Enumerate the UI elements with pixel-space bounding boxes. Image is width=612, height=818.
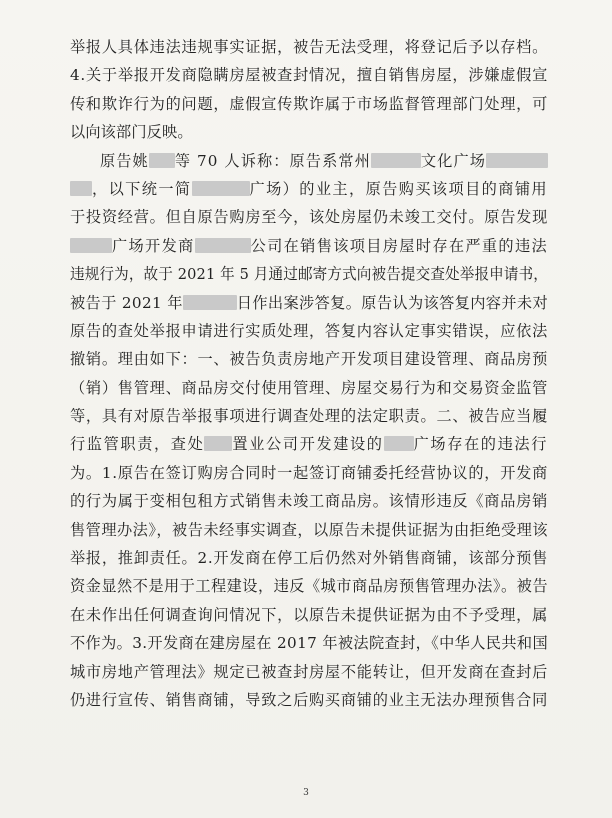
text-segment: 举报，推卸责任。2.开发商在停工后仍然对外销售商铺，该部分预售 xyxy=(70,549,548,568)
text-segment: 行监管职责，查处 xyxy=(70,435,205,454)
text-line xyxy=(70,175,550,203)
text-line xyxy=(70,61,550,89)
text-segment: 在未作出任何调查询问情况下，以原告未提供证据为由不予受理，属 xyxy=(70,605,548,624)
redacted-text xyxy=(486,153,548,168)
text-segment: 举报人具体违法违规事实证据，被告无法受理，将登记后予以存档。 xyxy=(70,38,548,56)
text-line xyxy=(70,487,550,515)
text-segment: 4.关于举报开发商隐瞒房屋被查封情况，擅自销售房屋，涉嫌虚假宣 xyxy=(70,66,548,85)
redacted-text xyxy=(70,238,112,253)
text-line xyxy=(70,345,550,373)
text-segment: 公司在销售该项目房屋时存在严重的违法 xyxy=(250,236,548,255)
text-segment: 等，具有对原告举报事项进行调查处理的法定职责。二、被告应当履 xyxy=(70,407,548,426)
redacted-text xyxy=(204,436,232,451)
text-segment: 撤销。理由如下：一、被告负责房地产开发项目建设管理、商品房预 xyxy=(70,350,548,369)
text-segment: ，以下统一简 xyxy=(92,179,192,198)
text-segment: 仍进行宣传、销售商铺，导致之后购买商铺的业主无法办理预售合同 xyxy=(70,690,548,709)
text-segment: 日作出案涉答复。原告认为该答复内容并未对 xyxy=(236,293,549,312)
text-segment: 不作为。3.开发商在建房屋在 2017 年被法院查封，《中华人民共和国 xyxy=(70,634,548,653)
text-segment: 城市房地产管理法》规定已被查封房屋不能转让，但开发商在查封后 xyxy=(70,662,548,681)
text-line xyxy=(70,317,550,345)
text-line xyxy=(70,459,550,487)
text-segment: 广场开发商 xyxy=(112,236,195,255)
text-line xyxy=(70,686,550,714)
text-line xyxy=(70,289,550,317)
text-line xyxy=(70,260,550,288)
text-segment: 为。1.原告在签订购房合同时一起签订商铺委托经营协议的，开发商 xyxy=(70,463,548,482)
text-line xyxy=(70,544,550,572)
document-body xyxy=(70,33,550,714)
text-segment: 售管理办法》，被告未经事实调查，以原告未提供证据为由拒绝受理该 xyxy=(70,520,548,539)
text-segment: （销）售管理、商品房交付使用管理、房屋交易行为和交易资金监管 xyxy=(70,378,548,397)
text-line xyxy=(70,203,550,231)
text-line xyxy=(70,118,550,146)
text-line xyxy=(70,90,550,118)
redacted-text xyxy=(384,436,414,451)
text-segment: 等 70 人诉称：原告系常州 xyxy=(174,151,371,170)
text-line xyxy=(70,232,550,260)
text-line xyxy=(70,658,550,686)
text-line xyxy=(70,601,550,629)
text-line xyxy=(70,402,550,430)
text-segment: 于投资经营。但自原告购房至今，该处房屋仍未竣工交付。原告发现 xyxy=(70,208,548,227)
text-line xyxy=(70,516,550,544)
text-segment: 以向该部门反映。 xyxy=(70,123,193,142)
redacted-text xyxy=(192,181,250,196)
text-segment: 被告于 2021 年 xyxy=(70,293,183,312)
text-line xyxy=(70,374,550,402)
text-segment: 传和欺诈行为的问题，虚假宣传欺诈属于市场监督管理部门处理，可 xyxy=(70,94,548,113)
redacted-text xyxy=(70,181,92,196)
redacted-text xyxy=(183,295,237,310)
text-segment: 文化广场 xyxy=(420,151,486,170)
text-segment: 置业公司开发建设的 xyxy=(232,435,384,454)
text-line xyxy=(70,33,550,61)
redacted-text xyxy=(195,238,251,253)
page-number: 3 xyxy=(303,788,309,798)
text-segment: 原告的查处举报申请进行实质处理，答复内容认定事实错误，应依法 xyxy=(70,321,548,340)
text-segment: 广场）的业主，原告购买该项目的商铺用 xyxy=(249,179,548,198)
text-segment: 的行为属于变相包租方式销售未竣工商品房。该情形违反《商品房销 xyxy=(70,492,548,511)
redacted-text xyxy=(371,153,421,168)
text-segment: 违规行为，故于 2021 年 5 月通过邮寄方式向被告提交查处举报申请书， xyxy=(70,265,548,284)
text-segment: 资金显然不是用于工程建设，违反《城市商品房预售管理办法》。被告 xyxy=(70,577,548,596)
redacted-text xyxy=(149,153,175,168)
text-line xyxy=(70,147,550,175)
text-line xyxy=(70,430,550,458)
text-line xyxy=(70,629,550,657)
text-segment: 原告姚 xyxy=(100,151,149,170)
text-line xyxy=(70,572,550,600)
text-segment: 广场存在的违法行 xyxy=(413,435,549,454)
